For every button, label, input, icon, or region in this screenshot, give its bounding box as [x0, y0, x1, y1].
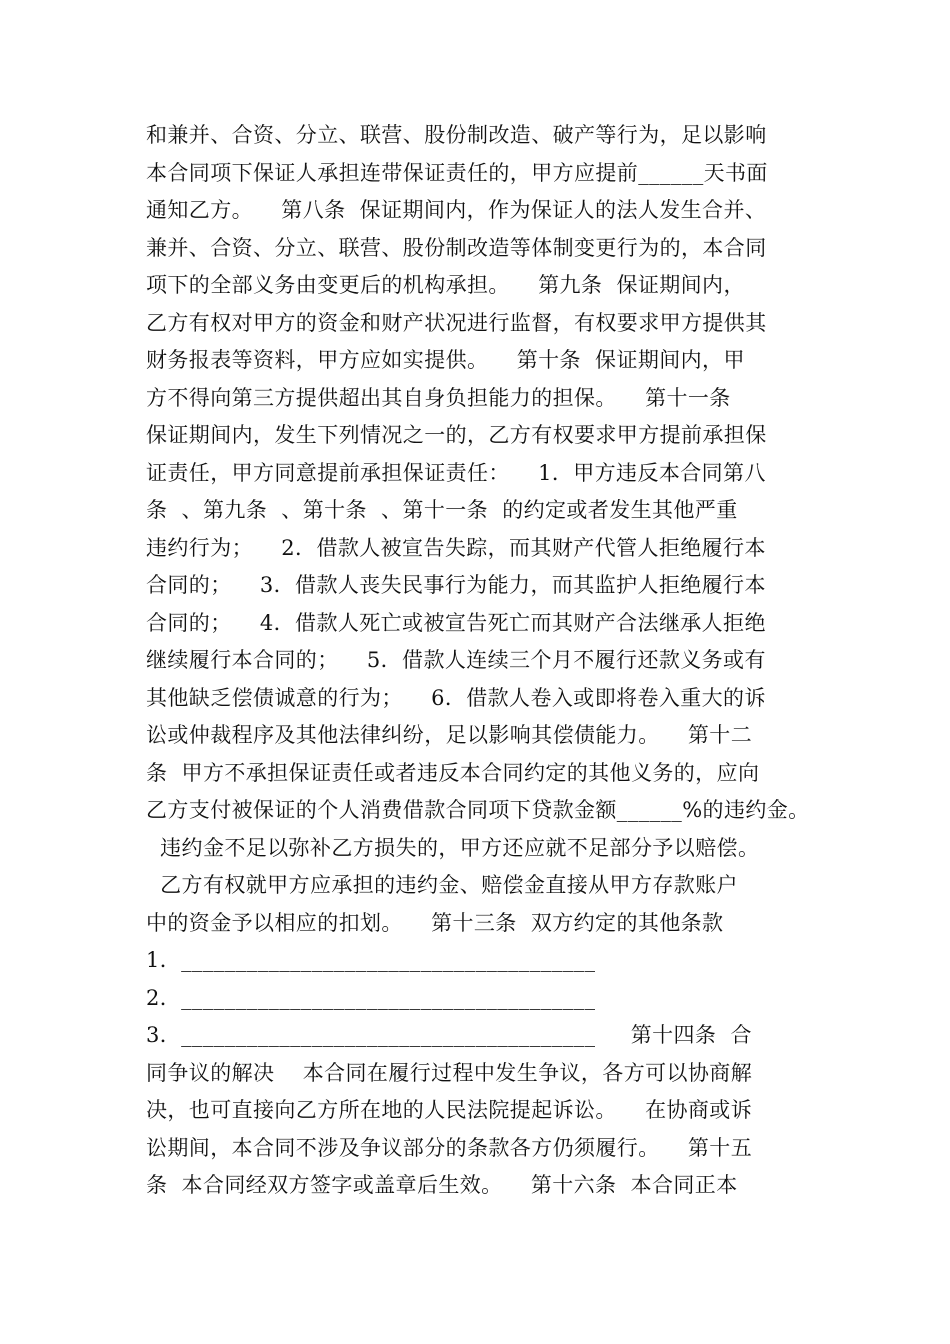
text-line: 违约行为； 2．借款人被宣告失踪，而其财产代管人拒绝履行本	[146, 535, 766, 560]
text-line: 乙方有权对甲方的资金和财产状况进行监督，有权要求甲方提供其	[146, 310, 767, 335]
text-line: 讼或仲裁程序及其他法律纠纷，足以影响其偿债能力。 第十二	[146, 723, 753, 747]
text-line: 合同的； 3．借款人丧失民事行为能力，而其监护人拒绝履行本	[146, 573, 766, 597]
text-line: 同争议的解决 本合同在履行过程中发生争议，各方可以协商解	[146, 1060, 753, 1085]
text-line: 通知乙方。 第八条 保证期间内，作为保证人的法人发生合并、	[146, 198, 767, 222]
contract-text	[146, 117, 836, 1205]
text-line: 财务报表等资料，甲方应如实提供。 第十条 保证期间内，甲	[146, 348, 745, 372]
text-line: 保证期间内，发生下列情况之一的，乙方有权要求甲方提前承担保	[146, 423, 767, 447]
text-line: 条 、第九条 、第十条 、第十一条 的约定或者发生其他严重	[146, 498, 738, 522]
text-line: 继续履行本合同的； 5．借款人连续三个月不履行还款义务或有	[146, 648, 766, 672]
text-line: 2．______________________________________	[146, 985, 596, 1010]
text-line: 本合同项下保证人承担连带保证责任的，甲方应提前______天书面	[146, 160, 768, 185]
text-line: 中的资金予以相应的扣划。 第十三条 双方约定的其他条款	[146, 910, 724, 935]
text-line: 和兼并、合资、分立、联营、股份制改造、破产等行为，足以影响	[146, 123, 767, 147]
text-line: 1．______________________________________	[146, 948, 596, 972]
text-line: 讼期间，本合同不涉及争议部分的条款各方仍须履行。 第十五	[146, 1135, 753, 1160]
text-line: 方不得向第三方提供超出其自身负担能力的担保。 第十一条	[146, 385, 731, 410]
text-line: 违约金不足以弥补乙方损失的，甲方还应就不足部分予以赔偿。	[146, 835, 760, 860]
text-line: 条 甲方不承担保证责任或者违反本合同约定的其他义务的，应向	[146, 760, 760, 785]
text-line: 其他缺乏偿债诚意的行为； 6．借款人卷入或即将卷入重大的诉	[146, 685, 766, 710]
text-line: 乙方支付被保证的个人消费借款合同项下贷款金额______%的违约金。	[146, 798, 810, 822]
text-line: 项下的全部义务由变更后的机构承担。 第九条 保证期间内，	[146, 273, 745, 297]
text-line: 决，也可直接向乙方所在地的人民法院提起诉讼。 在协商或诉	[146, 1098, 753, 1122]
text-line: 合同的； 4．借款人死亡或被宣告死亡而其财产合法继承人拒绝	[146, 610, 766, 635]
text-line: 证责任，甲方同意提前承担保证责任： 1．甲方违反本合同第八	[146, 460, 766, 485]
text-line: 兼并、合资、分立、联营、股份制改造等体制变更行为的，本合同	[146, 235, 767, 260]
text-line: 乙方有权就甲方应承担的违约金、赔偿金直接从甲方存款账户	[146, 873, 738, 897]
text-line: 3．______________________________________ 第十四条 合	[146, 1023, 752, 1047]
text-line: 条 本合同经双方签字或盖章后生效。 第十六条 本合同正本	[146, 1173, 738, 1197]
